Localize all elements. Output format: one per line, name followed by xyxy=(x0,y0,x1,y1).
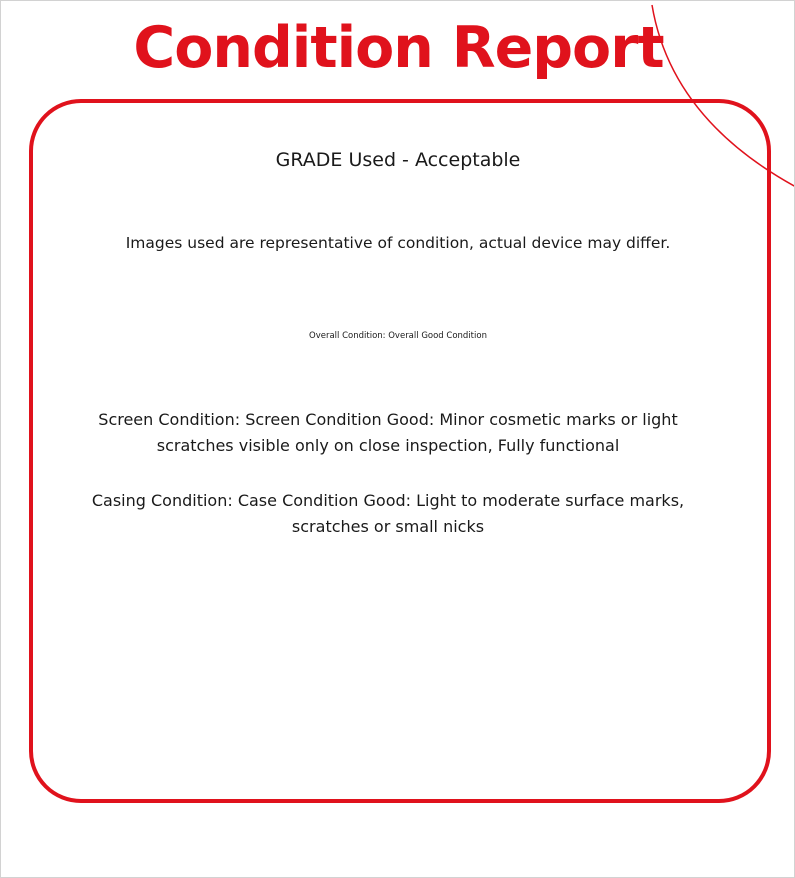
page-title: Condition Report xyxy=(133,15,664,81)
grade-text: GRADE Used - Acceptable xyxy=(275,149,521,171)
screen-condition-text: Screen Condition: Screen Condition Good: Minor cosmetic marks or light scratches visible only on close inspection, Fully functional xyxy=(98,410,678,455)
casing-condition-text: Casing Condition: Case Condition Good: Light to moderate surface marks, scratches or small nicks xyxy=(91,491,685,536)
overall-condition-text: Overall Condition: Overall Good Condition xyxy=(309,331,487,341)
disclaimer-text: Images used are representative of condition, actual device may differ. xyxy=(125,234,671,252)
